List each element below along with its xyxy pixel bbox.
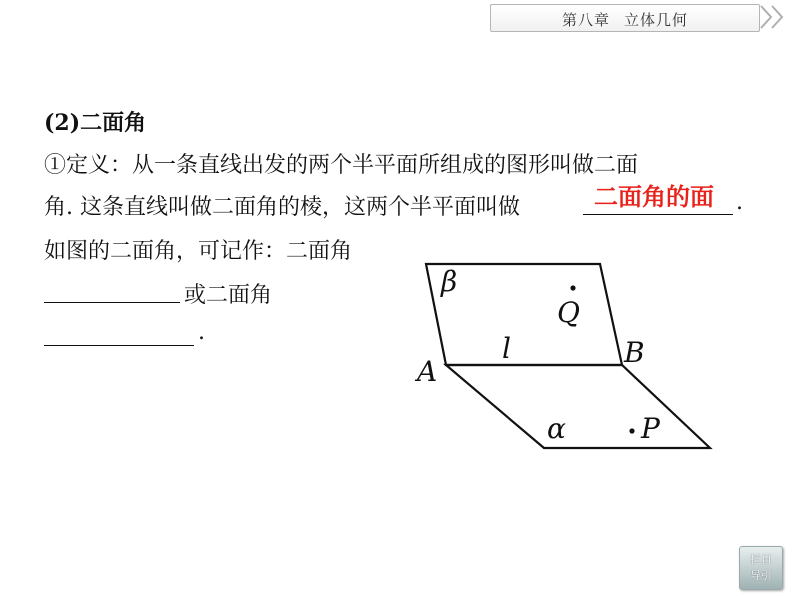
definition-line-4: 或二面角 [184,283,273,308]
answer-blank-1 [583,214,733,215]
nav-button-line-1: 栏目 [750,553,772,566]
header-title [491,9,759,30]
section-title: (2)二面角 [44,110,147,136]
chevron-right-icon [757,3,789,31]
definition-line-2-end: . [736,190,743,215]
definition-line-1: ①定义：从一条直线出发的两个半平面所组成的图形叫做二面 [44,153,639,178]
label-p: P [641,412,660,445]
label-q: Q [557,296,580,329]
label-beta: β [441,265,458,298]
definition-line-5: . [198,320,205,345]
label-b: B [624,336,645,369]
point-p-dot [629,428,634,433]
answer-blank-3 [44,345,194,346]
section-nav-button[interactable] [739,546,783,590]
label-a: A [417,355,438,388]
definition-line-2: 角. 这条直线叫做二面角的棱，这两个半平面叫做 [44,195,520,220]
chapter-label: 第八章 [561,11,610,29]
chapter-topic: 立体几何 [624,11,689,29]
answer-text: 二面角的面 [594,183,714,211]
plane-alpha [446,365,710,448]
label-l: l [502,332,511,365]
chapter-header [490,4,760,32]
answer-blank-2 [44,302,180,303]
point-q-dot [570,285,575,290]
definition-line-3: 如图的二面角，可记作：二面角 [44,239,353,264]
nav-button-line-2: 导引 [750,569,772,582]
label-alpha: α [547,412,566,445]
